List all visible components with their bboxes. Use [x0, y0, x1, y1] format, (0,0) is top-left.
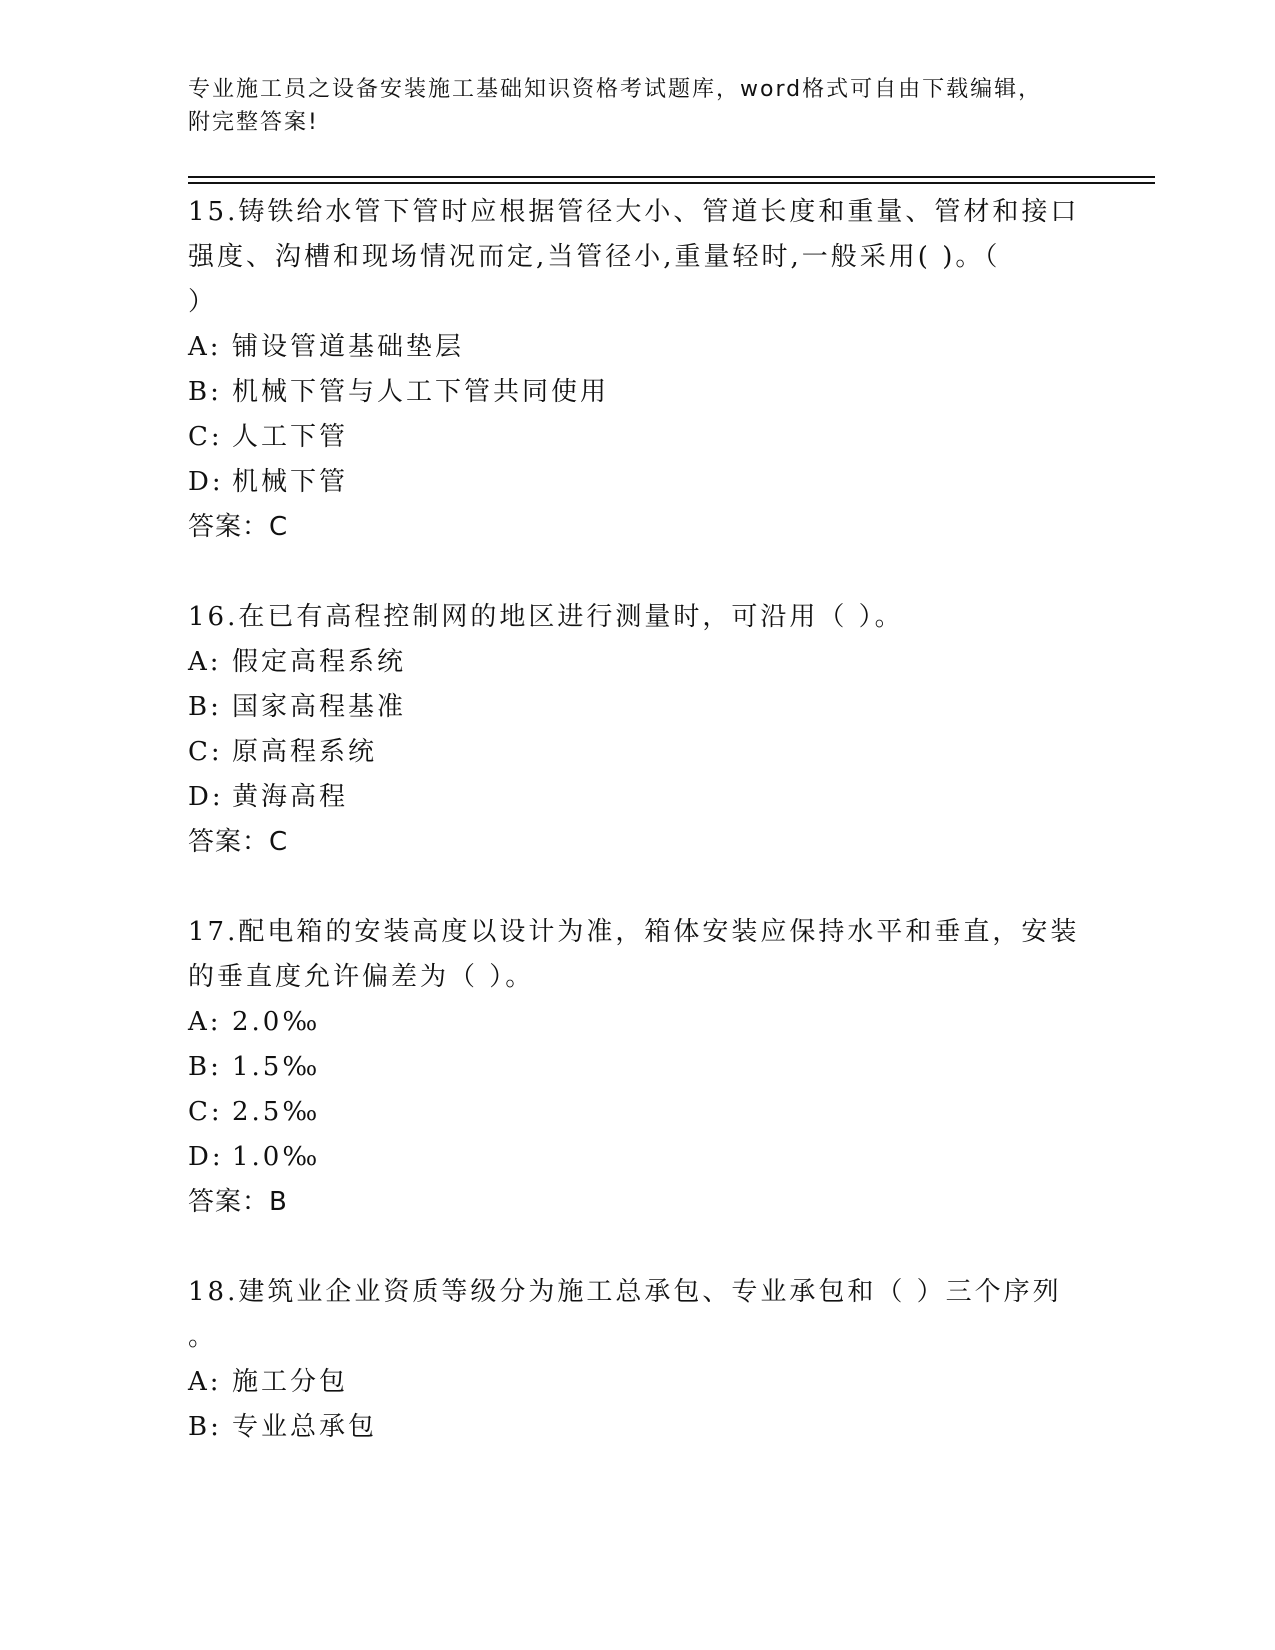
option-d: [188, 1135, 1148, 1180]
question-list: [188, 190, 1148, 1450]
option-label: C:: [188, 1097, 223, 1127]
question-stem-line: 。: [188, 1322, 218, 1352]
option-text: 人工下管: [232, 422, 349, 452]
option-text: 机械下管与人工下管共同使用: [232, 377, 610, 407]
option-a: [188, 1000, 1148, 1045]
question-spacer: [188, 865, 1148, 910]
option-c: [188, 415, 1148, 460]
option-b: [188, 685, 1148, 730]
option-d: [188, 775, 1148, 820]
option-d: [188, 460, 1148, 505]
header-divider-top: [188, 176, 1155, 178]
option-b: [188, 1045, 1148, 1090]
option-label: C:: [188, 737, 223, 767]
option-label: C:: [188, 422, 223, 452]
answer-line: 答案：B: [188, 1187, 288, 1217]
option-text: 2.5‰: [232, 1097, 321, 1127]
option-text: 2.0‰: [232, 1007, 321, 1037]
option-text: 假定高程系统: [232, 647, 407, 677]
option-label: D:: [188, 1142, 224, 1172]
question-stem-line: 的垂直度允许偏差为（ ）。: [188, 962, 535, 992]
question-stem-line: ）: [188, 287, 218, 317]
option-text: 施工分包: [232, 1367, 349, 1397]
option-text: 原高程系统: [232, 737, 378, 767]
header-line-2: 附完整答案!: [188, 110, 319, 135]
header-line-1: 专业施工员之设备安装施工基础知识资格考试题库，word格式可自由下载编辑，: [188, 77, 1043, 102]
option-label: B:: [188, 377, 222, 407]
question-stem-line: 15.铸铁给水管下管时应根据管径大小、管道长度和重量、管材和接口: [188, 197, 1080, 227]
option-a: [188, 640, 1148, 685]
option-c: [188, 1090, 1148, 1135]
option-text: 1.0‰: [232, 1142, 321, 1172]
question-spacer: [188, 1225, 1148, 1270]
option-label: B:: [188, 692, 222, 722]
option-text: 国家高程基准: [232, 692, 407, 722]
option-text: 铺设管道基础垫层: [232, 332, 465, 362]
question-17: [188, 910, 1148, 1225]
option-label: A:: [188, 1007, 222, 1037]
option-label: D:: [188, 467, 224, 497]
question-18: [188, 1270, 1148, 1450]
option-label: A:: [188, 332, 222, 362]
option-b: [188, 370, 1148, 415]
answer-line: 答案：C: [188, 827, 289, 857]
question-stem-line: 18.建筑业企业资质等级分为施工总承包、专业承包和（ ）三个序列: [188, 1277, 1062, 1307]
answer-line: 答案：C: [188, 512, 289, 542]
option-label: D:: [188, 782, 224, 812]
question-16: [188, 595, 1148, 865]
option-b: [188, 1405, 1148, 1450]
header-divider-bottom: [188, 182, 1155, 184]
option-text: 机械下管: [232, 467, 349, 497]
option-label: B:: [188, 1412, 222, 1442]
option-label: A:: [188, 1367, 222, 1397]
option-text: 专业总承包: [232, 1412, 378, 1442]
question-stem-line: 强度、沟槽和现场情况而定,当管径小,重量轻时,一般采用( )。（: [188, 242, 1001, 272]
question-stem-line: 16.在已有高程控制网的地区进行测量时，可沿用（ ）。: [188, 602, 904, 632]
question-15: [188, 190, 1148, 550]
option-label: A:: [188, 647, 222, 677]
option-c: [188, 730, 1148, 775]
option-a: [188, 1360, 1148, 1405]
option-text: 黄海高程: [232, 782, 349, 812]
option-label: B:: [188, 1052, 222, 1082]
question-spacer: [188, 550, 1148, 595]
option-text: 1.5‰: [232, 1052, 321, 1082]
question-stem-line: 17.配电箱的安装高度以设计为准，箱体安装应保持水平和垂直，安装: [188, 917, 1080, 947]
option-a: [188, 325, 1148, 370]
document-header: [188, 73, 1088, 139]
